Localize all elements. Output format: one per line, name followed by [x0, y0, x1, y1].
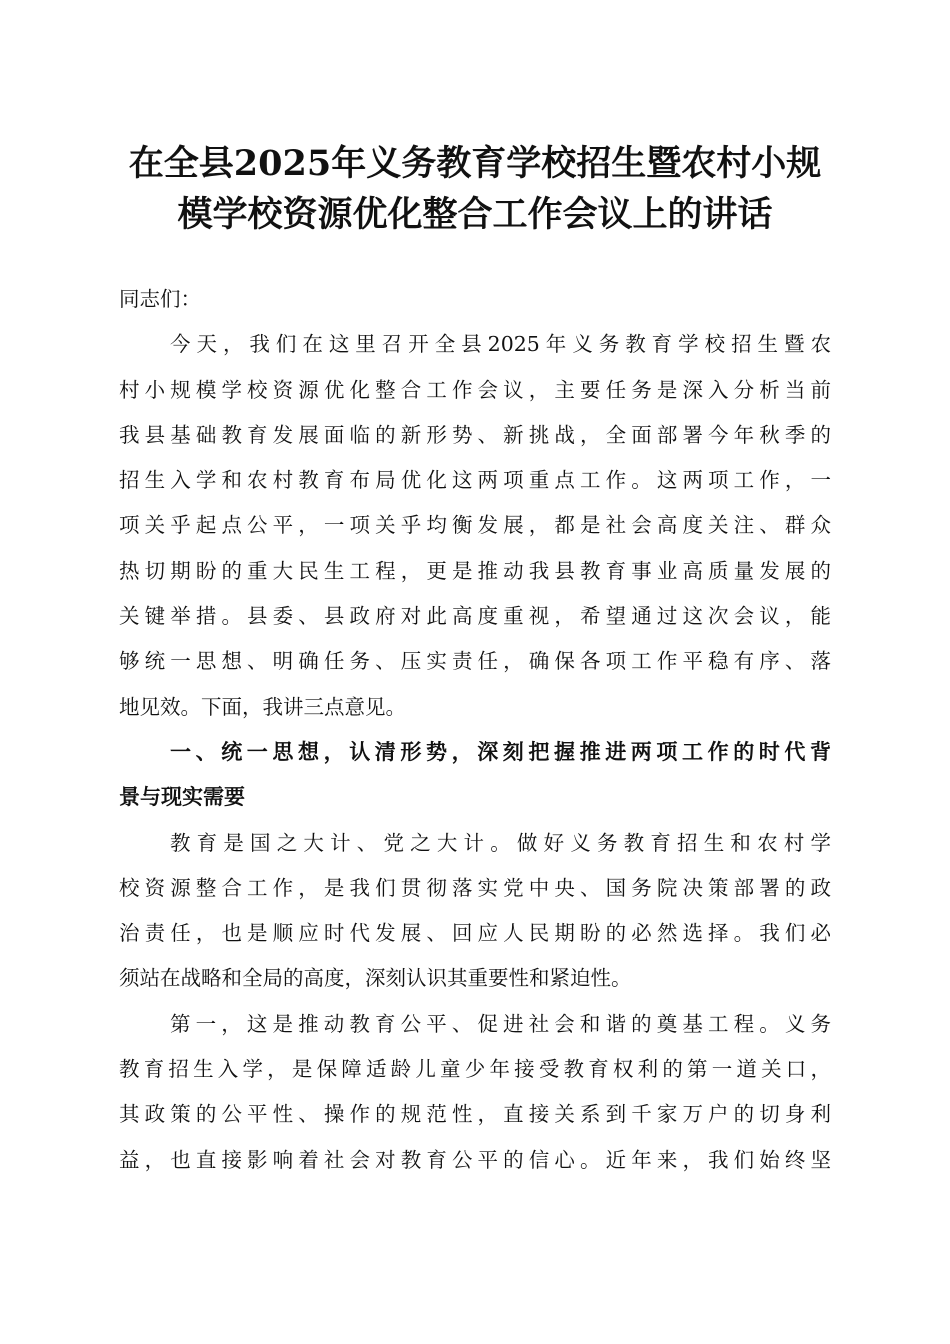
paragraph-line: 须站在战略和全局的高度，深刻认识其重要性和紧迫性。 [119, 966, 632, 991]
document-body [119, 277, 831, 1183]
paragraph-line: 地见效。下面，我讲三点意见。 [119, 694, 406, 719]
heading-line: 一、统一思想，认清形势，深刻把握推进两项工作的时代背 [170, 739, 831, 764]
paragraph-line: 村小规模学校资源优化整合工作会议，主要任务是深入分析当前 [119, 377, 831, 402]
paragraph-line: 教育招生入学，是保障适龄儿童少年接受教育权利的第一道关口， [119, 1057, 831, 1082]
paragraph-line: 够统一思想、明确任务、压实责任，确保各项工作平稳有序、落 [119, 649, 831, 674]
paragraph-point-one [119, 1002, 831, 1183]
paragraph-line: 教育是国之大计、党之大计。做好义务教育招生和农村学 [170, 830, 831, 855]
salutation: 同志们： [119, 287, 201, 311]
paragraph-line: 其政策的公平性、操作的规范性，直接关系到千家万户的切身利 [119, 1102, 831, 1127]
paragraph-importance [119, 821, 831, 1002]
paragraph-line: 关键举措。县委、县政府对此高度重视，希望通过这次会议，能 [119, 604, 831, 629]
title-line: 模学校资源优化整合工作会议上的讲话 [177, 194, 773, 235]
paragraph-line: 招生入学和农村教育布局优化这两项重点工作。这两项工作，一 [119, 468, 831, 493]
paragraph-line: 我县基础教育发展面临的新形势、新挑战，全面部署今年秋季的 [119, 422, 831, 447]
paragraph-line: 治责任，也是顺应时代发展、回应人民期盼的必然选择。我们必 [119, 921, 831, 946]
paragraph-line: 校资源整合工作，是我们贯彻落实党中央、国务院决策部署的政 [119, 875, 831, 900]
title-line: 在全县2025年义务教育学校招生暨农村小规 [128, 143, 822, 184]
document-title [100, 138, 850, 240]
heading-line: 景与现实需要 [119, 785, 245, 810]
paragraph-line: 益，也直接影响着社会对教育公平的信心。近年来，我们始终坚 [119, 1147, 831, 1172]
section-heading-1 [119, 730, 831, 821]
paragraph-line: 热切期盼的重大民生工程，更是推动我县教育事业高质量发展的 [119, 558, 831, 583]
paragraph-line: 今天，我们在这里召开全县2025年义务教育学校招生暨农 [170, 332, 831, 357]
paragraph-line: 项关乎起点公平，一项关乎均衡发展，都是社会高度关注、群众 [119, 513, 831, 538]
paragraph-line: 第一，这是推动教育公平、促进社会和谐的奠基工程。义务 [170, 1011, 831, 1036]
paragraph-opening [119, 322, 831, 730]
